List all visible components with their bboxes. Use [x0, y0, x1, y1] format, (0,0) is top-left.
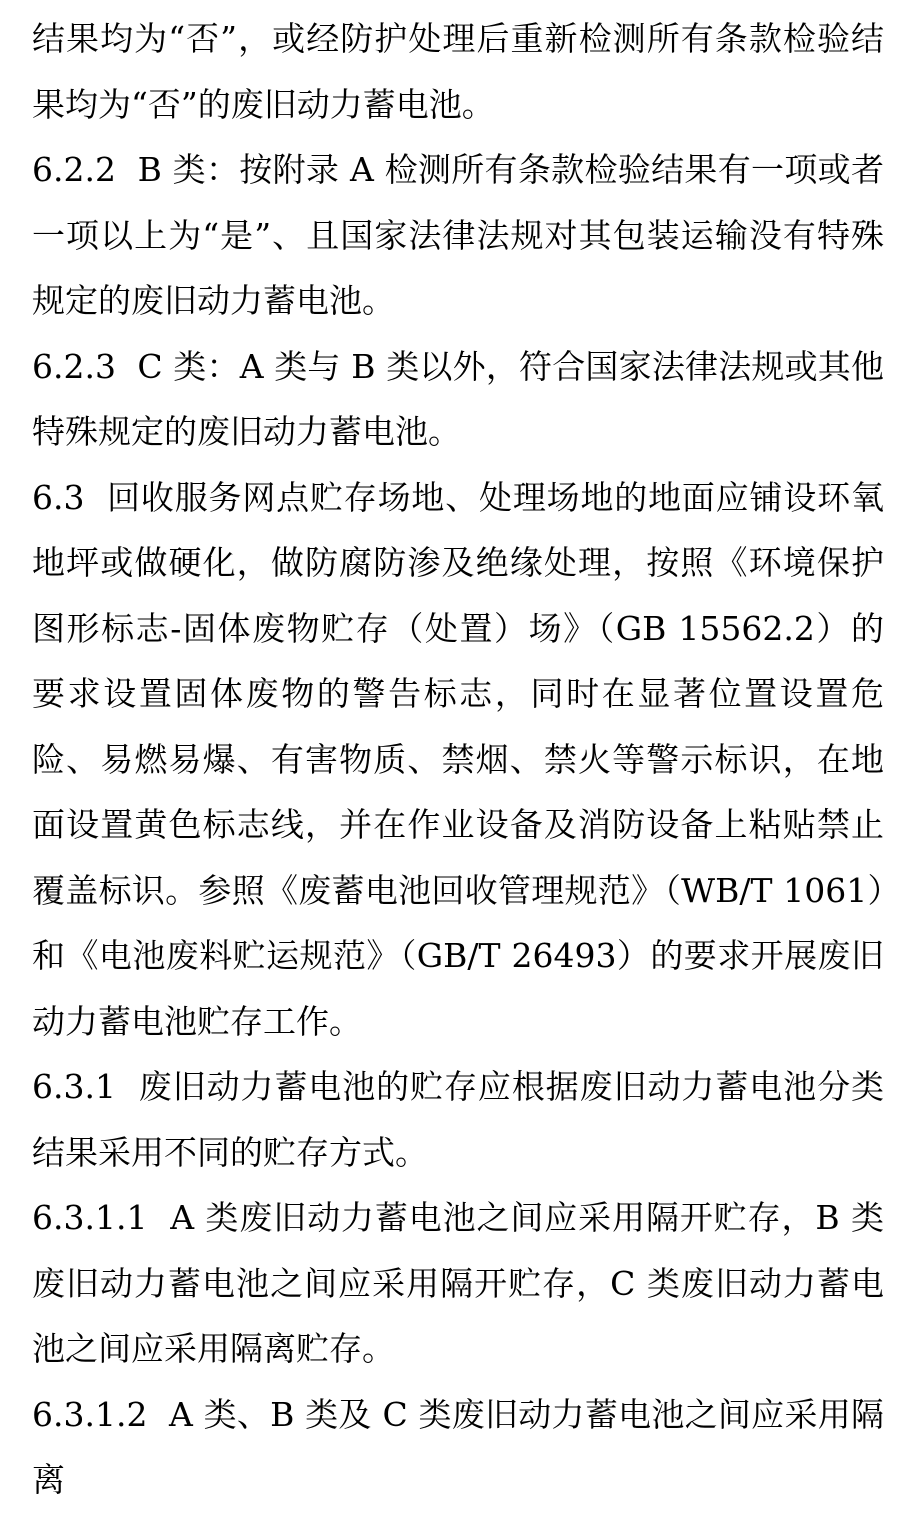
clause-6-3 — [32, 465, 884, 1055]
clause-number: 6.3.1.2 — [32, 1394, 148, 1434]
clause-6-3-1 — [32, 1054, 884, 1185]
clause-number: 6.3.1.1 — [32, 1198, 148, 1237]
clause-text: A 类、B 类及 C 类废旧动力蓄电池之间应采用隔离 — [32, 1394, 884, 1499]
clause-text: A 类废旧动力蓄电池之间应采用隔开贮存，B 类废旧动力蓄电池之间应采用隔开贮存，C 类废旧动力蓄电池之间应采用隔离贮存。 — [32, 1198, 885, 1368]
clause-6-3-1-1 — [32, 1185, 884, 1382]
clause-number: 6.3.1 — [32, 1067, 116, 1106]
clause-text: 回收服务网点贮存场地、处理场地的地面应铺设环氧地坪或做硬化，做防腐防渗及绝缘处理，按照《环境保护图形标志-固体废物贮存（处置）场》（GB 15562.2）的要求设置固体废物的警告标志，同时在显著位置设置危险、易燃易爆、有害物质、禁烟、禁火等警示标识，在地面设置黄色标志线，并在作业设备及消防设备上粘贴禁止覆盖标识。参照《废蓄电池回收管理规范》（WB/T 1061）和《电池废料贮运规范》（GB/T 26493）的要求开展废旧动力蓄电池贮存工作。 — [32, 477, 884, 1041]
clause-text: 废旧动力蓄电池的贮存应根据废旧动力蓄电池分类结果采用不同的贮存方式。 — [32, 1067, 884, 1172]
clause-6-2-2 — [32, 137, 884, 334]
clause-text: B 类：按附录 A 检测所有条款检验结果有一项或者一项以上为“是”、且国家法律法规对其包装运输没有特殊规定的废旧动力蓄电池。 — [32, 150, 884, 320]
clause-text: C 类：A 类与 B 类以外，符合国家法律法规或其他特殊规定的废旧动力蓄电池。 — [32, 346, 885, 451]
clause-number: 6.2.3 — [32, 346, 116, 386]
paragraph-continuation — [32, 6, 884, 137]
clause-6-3-1-2 — [32, 1382, 884, 1513]
clause-6-2-3 — [32, 334, 884, 465]
clause-number: 6.2.2 — [32, 150, 116, 189]
paragraph-text: 结果均为“否”，或经防护处理后重新检测所有条款检验结果均为“否”的废旧动力蓄电池。 — [32, 19, 884, 124]
clause-number: 6.3 — [32, 477, 85, 517]
